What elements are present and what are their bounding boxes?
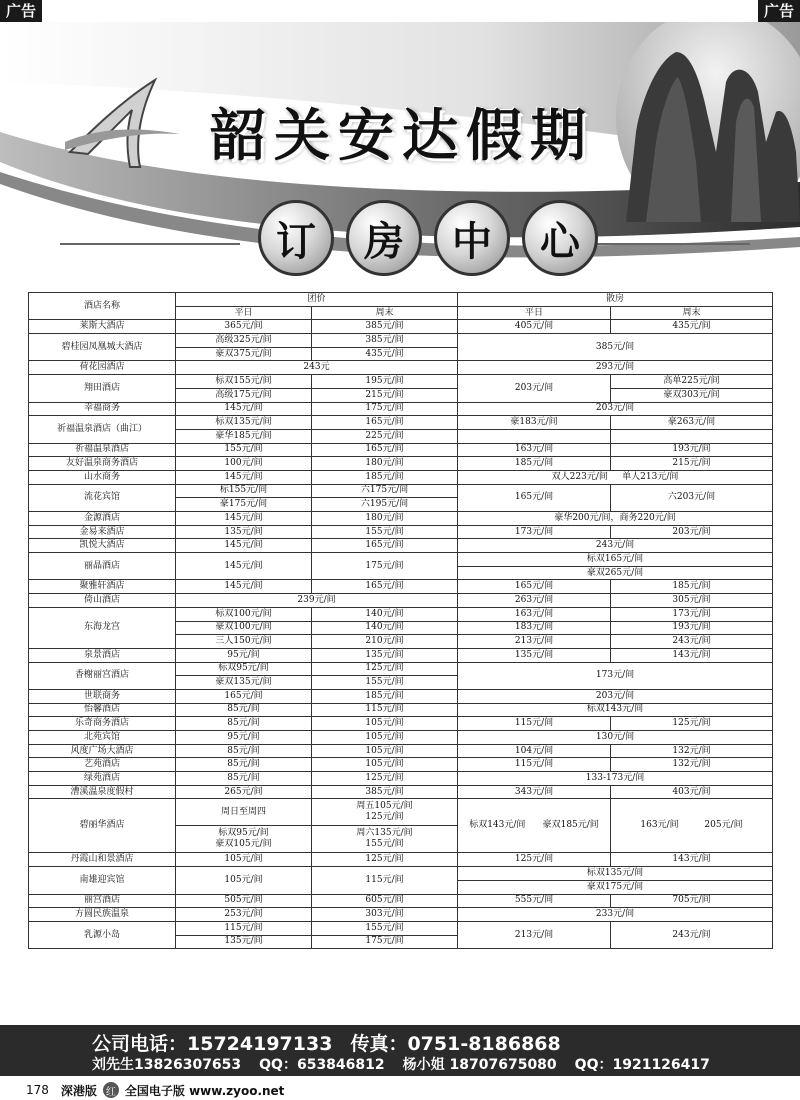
price-cell: 105元/间	[312, 744, 458, 758]
price-cell: 豪双375元/间	[176, 347, 312, 361]
hotel-name: 乐奇商务酒店	[29, 717, 176, 731]
hotel-name: 友好温泉商务酒店	[29, 457, 176, 471]
price-first: 163元/间	[640, 820, 679, 831]
price-cell: 85元/间	[176, 717, 312, 731]
price-line: 155元/间	[365, 839, 404, 850]
booking-center-heading	[258, 200, 598, 276]
hotel-name: 聚雅轩酒店	[29, 580, 176, 594]
price-cell: 203元/间	[458, 689, 773, 703]
price-cell: 183元/间	[458, 621, 611, 635]
price-cell: 303元/间	[312, 908, 458, 922]
price-cell: 105元/间	[312, 717, 458, 731]
hotel-name: 金源酒店	[29, 512, 176, 526]
price-deluxe: 豪双185元/间	[542, 820, 599, 831]
price-cell: 标双143元/间	[458, 703, 773, 717]
price-cell: 132元/间	[611, 758, 773, 772]
price-cell: 85元/间	[176, 758, 312, 772]
price-cell: 253元/间	[176, 908, 312, 922]
price-cell: 165元/间	[312, 539, 458, 553]
heading-char-4: 心	[522, 200, 598, 276]
price-cell: 163元/间	[458, 607, 611, 621]
price-cell: 六203元/间	[611, 484, 773, 511]
hotel-name: 怡馨酒店	[29, 703, 176, 717]
hotel-name: 世联商务	[29, 689, 176, 703]
price-cell: 233元/间	[458, 908, 773, 922]
price-cell	[458, 799, 611, 853]
edition-badge-icon: 红	[103, 1082, 119, 1098]
divider-left	[60, 243, 240, 245]
price-cell: 155元/间	[312, 921, 458, 935]
price-cell: 125元/间	[312, 853, 458, 867]
company-fax: 传真：0751-8186868	[350, 1033, 561, 1055]
header-retail-weekend: 周末	[611, 306, 773, 320]
edition-label: 深港版	[60, 1083, 97, 1098]
price-cell: 标双135元/间	[458, 867, 773, 881]
price-cell: 135元/间	[176, 935, 312, 949]
price-cell: 125元/间	[611, 717, 773, 731]
price-cell: 263元/间	[458, 594, 611, 608]
page-footer	[0, 1080, 800, 1100]
price-double: 双人223元/间	[551, 471, 608, 482]
price-single: 单人213元/间	[622, 471, 679, 482]
price-cell: 213元/间	[458, 921, 611, 948]
header-group-weekday: 平日	[176, 306, 312, 320]
price-cell: 标双135元/间	[176, 416, 312, 430]
price-cell: 115元/间	[458, 717, 611, 731]
price-cell: 243元/间	[611, 635, 773, 649]
price-line: 周五105元/间	[356, 801, 413, 812]
price-cell: 豪183元/间	[458, 416, 611, 430]
price-cell: 155元/间	[312, 525, 458, 539]
price-cell: 155元/间	[312, 676, 458, 690]
price-cell: 155元/间	[176, 443, 312, 457]
hotel-name: 丽宫酒店	[29, 894, 176, 908]
price-cell	[458, 470, 773, 484]
price-cell: 265元/间	[176, 785, 312, 799]
hotel-name: 碧桂园凤凰城大酒店	[29, 334, 176, 361]
hotel-name: 北苑宾馆	[29, 731, 176, 745]
price-line: 豪双105元/间	[215, 839, 272, 850]
hotel-name: 倚山酒店	[29, 594, 176, 608]
price-cell: 标双95元/间	[176, 662, 312, 676]
hotel-name: 绿苑酒店	[29, 772, 176, 786]
price-cell: 173元/间	[458, 662, 773, 689]
hotel-name: 流花宾馆	[29, 484, 176, 511]
price-cell: 293元/间	[458, 361, 773, 375]
price-cell: 140元/间	[312, 621, 458, 635]
price-cell: 165元/间	[312, 416, 458, 430]
price-cell: 周日至周四	[176, 799, 312, 826]
price-cell: 165元/间	[312, 580, 458, 594]
price-cell: 豪双265元/间	[458, 566, 773, 580]
contact-qq-2: QQ：1921126417	[574, 1057, 710, 1073]
ad-label-right: 广告	[758, 0, 800, 22]
hotel-name: 祈福温泉酒店	[29, 443, 176, 457]
hotel-name: 祈福温泉酒店（曲江）	[29, 416, 176, 443]
price-cell: 385元/间	[458, 334, 773, 361]
price-cell: 343元/间	[458, 785, 611, 799]
price-cell: 203元/间	[611, 525, 773, 539]
contact-person-1: 刘先生13826307653	[92, 1057, 242, 1073]
price-cell: 115元/间	[176, 921, 312, 935]
ad-label-left: 广告	[0, 0, 42, 22]
price-cell: 125元/间	[312, 772, 458, 786]
hotel-name: 凯悦大酒店	[29, 539, 176, 553]
price-cell: 133-173元/间	[458, 772, 773, 786]
price-cell: 195元/间	[312, 375, 458, 389]
price-cell: 105元/间	[312, 758, 458, 772]
price-cell: 六175元/间	[312, 484, 458, 498]
price-cell: 105元/间	[176, 853, 312, 867]
price-cell: 135元/间	[312, 648, 458, 662]
price-cell: 225元/间	[312, 429, 458, 443]
price-cell: 95元/间	[176, 731, 312, 745]
price-cell: 403元/间	[611, 785, 773, 799]
price-cell: 标双165元/间	[458, 553, 773, 567]
header-hotel-name: 酒店名称	[29, 293, 176, 320]
price-cell: 125元/间	[458, 853, 611, 867]
price-cell: 豪双100元/间	[176, 621, 312, 635]
price-cell: 213元/间	[458, 635, 611, 649]
hotel-name: 东海龙宫	[29, 607, 176, 648]
price-cell: 165元/间	[312, 443, 458, 457]
price-cell: 高级175元/间	[176, 388, 312, 402]
price-line: 125元/间	[365, 812, 404, 823]
contact-line-main	[92, 1029, 579, 1056]
price-cell: 豪双303元/间	[611, 388, 773, 402]
price-cell: 185元/间	[312, 689, 458, 703]
online-edition-link[interactable]: 全国电子版 www.zyoo.net	[124, 1083, 285, 1098]
price-cell: 210元/间	[312, 635, 458, 649]
price-cell: 385元/间	[312, 785, 458, 799]
heading-char-2: 房	[346, 200, 422, 276]
hotel-price-table	[28, 292, 772, 949]
price-cell: 豪华185元/间	[176, 429, 312, 443]
price-cell: 165元/间	[458, 580, 611, 594]
brand-title: 韶关安达假期	[210, 104, 594, 169]
price-cell: 125元/间	[312, 662, 458, 676]
danxia-rock-photo	[616, 22, 800, 222]
price-cell: 85元/间	[176, 772, 312, 786]
price-cell: 标155元/间	[176, 484, 312, 498]
price-cell: 305元/间	[611, 594, 773, 608]
price-cell: 105元/间	[176, 867, 312, 894]
price-cell	[312, 799, 458, 826]
price-cell: 豪263元/间	[611, 416, 773, 430]
price-cell: 215元/间	[312, 388, 458, 402]
page-number: 178	[26, 1083, 49, 1097]
price-cell: 145元/间	[176, 580, 312, 594]
contact-qq-1: QQ：653846812	[259, 1057, 385, 1073]
price-cell: 130元/间	[458, 731, 773, 745]
price-cell: 三人150元/间	[176, 635, 312, 649]
header-group-weekend: 周末	[312, 306, 458, 320]
price-cell: 145元/间	[176, 470, 312, 484]
price-cell: 215元/间	[611, 457, 773, 471]
heading-char-1: 订	[258, 200, 334, 276]
hotel-name: 丽晶酒店	[29, 553, 176, 580]
price-cell: 高级325元/间	[176, 334, 312, 348]
price-cell: 104元/间	[458, 744, 611, 758]
price-cell: 标双100元/间	[176, 607, 312, 621]
price-second: 205元/间	[704, 820, 743, 831]
price-cell: 193元/间	[611, 443, 773, 457]
price-standard: 标双143元/间	[469, 820, 526, 831]
price-cell: 163元/间	[458, 443, 611, 457]
hotel-name: 漕溪温泉度假村	[29, 785, 176, 799]
hotel-name: 翔田酒店	[29, 375, 176, 402]
hotel-name: 方圆民族温泉	[29, 908, 176, 922]
price-cell: 135元/间	[176, 525, 312, 539]
price-cell: 105元/间	[312, 731, 458, 745]
price-cell: 180元/间	[312, 512, 458, 526]
price-cell	[312, 826, 458, 853]
hotel-name: 金易来酒店	[29, 525, 176, 539]
price-cell: 145元/间	[176, 512, 312, 526]
price-cell	[176, 826, 312, 853]
price-cell: 100元/间	[176, 457, 312, 471]
price-cell: 143元/间	[611, 648, 773, 662]
price-cell: 165元/间	[176, 689, 312, 703]
price-cell: 85元/间	[176, 744, 312, 758]
hotel-name: 风度广场大酒店	[29, 744, 176, 758]
price-cell: 145元/间	[176, 553, 312, 580]
price-cell: 203元/间	[458, 402, 773, 416]
price-cell: 115元/间	[312, 867, 458, 894]
price-cell: 705元/间	[611, 894, 773, 908]
price-cell: 243元/间	[458, 539, 773, 553]
price-cell: 143元/间	[611, 853, 773, 867]
price-cell: 175元/间	[312, 402, 458, 416]
price-cell: 豪双135元/间	[176, 676, 312, 690]
price-cell: 135元/间	[458, 648, 611, 662]
contact-footer	[0, 1025, 800, 1076]
price-cell: 180元/间	[312, 457, 458, 471]
price-cell: 豪华200元/间，商务220元/间	[458, 512, 773, 526]
hotel-name: 丹霞山和景酒店	[29, 853, 176, 867]
price-cell: 435元/间	[312, 347, 458, 361]
header-group-price: 团价	[176, 293, 458, 307]
price-cell: 173元/间	[611, 607, 773, 621]
price-cell: 115元/间	[312, 703, 458, 717]
price-cell: 132元/间	[611, 744, 773, 758]
price-cell: 185元/间	[611, 580, 773, 594]
price-cell: 239元/间	[176, 594, 458, 608]
hotel-name: 荷花园酒店	[29, 361, 176, 375]
header-retail-price: 散房	[458, 293, 773, 307]
price-cell: 豪双175元/间	[458, 880, 773, 894]
price-cell: 140元/间	[312, 607, 458, 621]
price-cell: 505元/间	[176, 894, 312, 908]
hotel-name: 艺苑酒店	[29, 758, 176, 772]
price-cell: 175元/间	[312, 553, 458, 580]
price-cell: 365元/间	[176, 320, 312, 334]
company-phone: 公司电话：15724197133	[92, 1033, 333, 1055]
price-cell: 豪175元/间	[176, 498, 312, 512]
price-cell: 185元/间	[312, 470, 458, 484]
hotel-name: 幸福商务	[29, 402, 176, 416]
price-cell: 243元	[176, 361, 458, 375]
hotel-name: 碧丽华酒店	[29, 799, 176, 853]
price-cell: 高单225元/间	[611, 375, 773, 389]
price-line: 周六135元/间	[356, 828, 413, 839]
price-cell: 405元/间	[458, 320, 611, 334]
hotel-name: 南雄迎宾馆	[29, 867, 176, 894]
header-retail-weekday: 平日	[458, 306, 611, 320]
contact-line-persons	[92, 1054, 728, 1074]
price-cell: 145元/间	[176, 539, 312, 553]
price-cell: 标双155元/间	[176, 375, 312, 389]
price-cell: 95元/间	[176, 648, 312, 662]
hotel-name: 山水商务	[29, 470, 176, 484]
price-cell	[611, 429, 773, 443]
price-cell: 385元/间	[312, 320, 458, 334]
price-cell: 115元/间	[458, 758, 611, 772]
price-cell: 六195元/间	[312, 498, 458, 512]
price-cell	[611, 799, 773, 853]
price-cell: 185元/间	[458, 457, 611, 471]
price-cell: 165元/间	[458, 484, 611, 511]
price-cell: 175元/间	[312, 935, 458, 949]
price-cell: 85元/间	[176, 703, 312, 717]
price-line: 标双95元/间	[218, 828, 269, 839]
brand-logo-a-icon	[60, 72, 190, 172]
price-cell: 203元/间	[458, 375, 611, 402]
heading-char-3: 中	[434, 200, 510, 276]
hotel-name: 乳源小岛	[29, 921, 176, 948]
price-cell: 243元/间	[611, 921, 773, 948]
price-cell: 173元/间	[458, 525, 611, 539]
price-cell: 555元/间	[458, 894, 611, 908]
price-cell: 145元/间	[176, 402, 312, 416]
price-cell	[458, 429, 611, 443]
hotel-name: 莱斯大酒店	[29, 320, 176, 334]
price-cell: 435元/间	[611, 320, 773, 334]
price-cell: 605元/间	[312, 894, 458, 908]
contact-person-2: 杨小姐 18707675080	[402, 1057, 557, 1073]
price-cell: 385元/间	[312, 334, 458, 348]
hotel-name: 香榭丽宫酒店	[29, 662, 176, 689]
price-cell: 193元/间	[611, 621, 773, 635]
hotel-name: 泉景酒店	[29, 648, 176, 662]
